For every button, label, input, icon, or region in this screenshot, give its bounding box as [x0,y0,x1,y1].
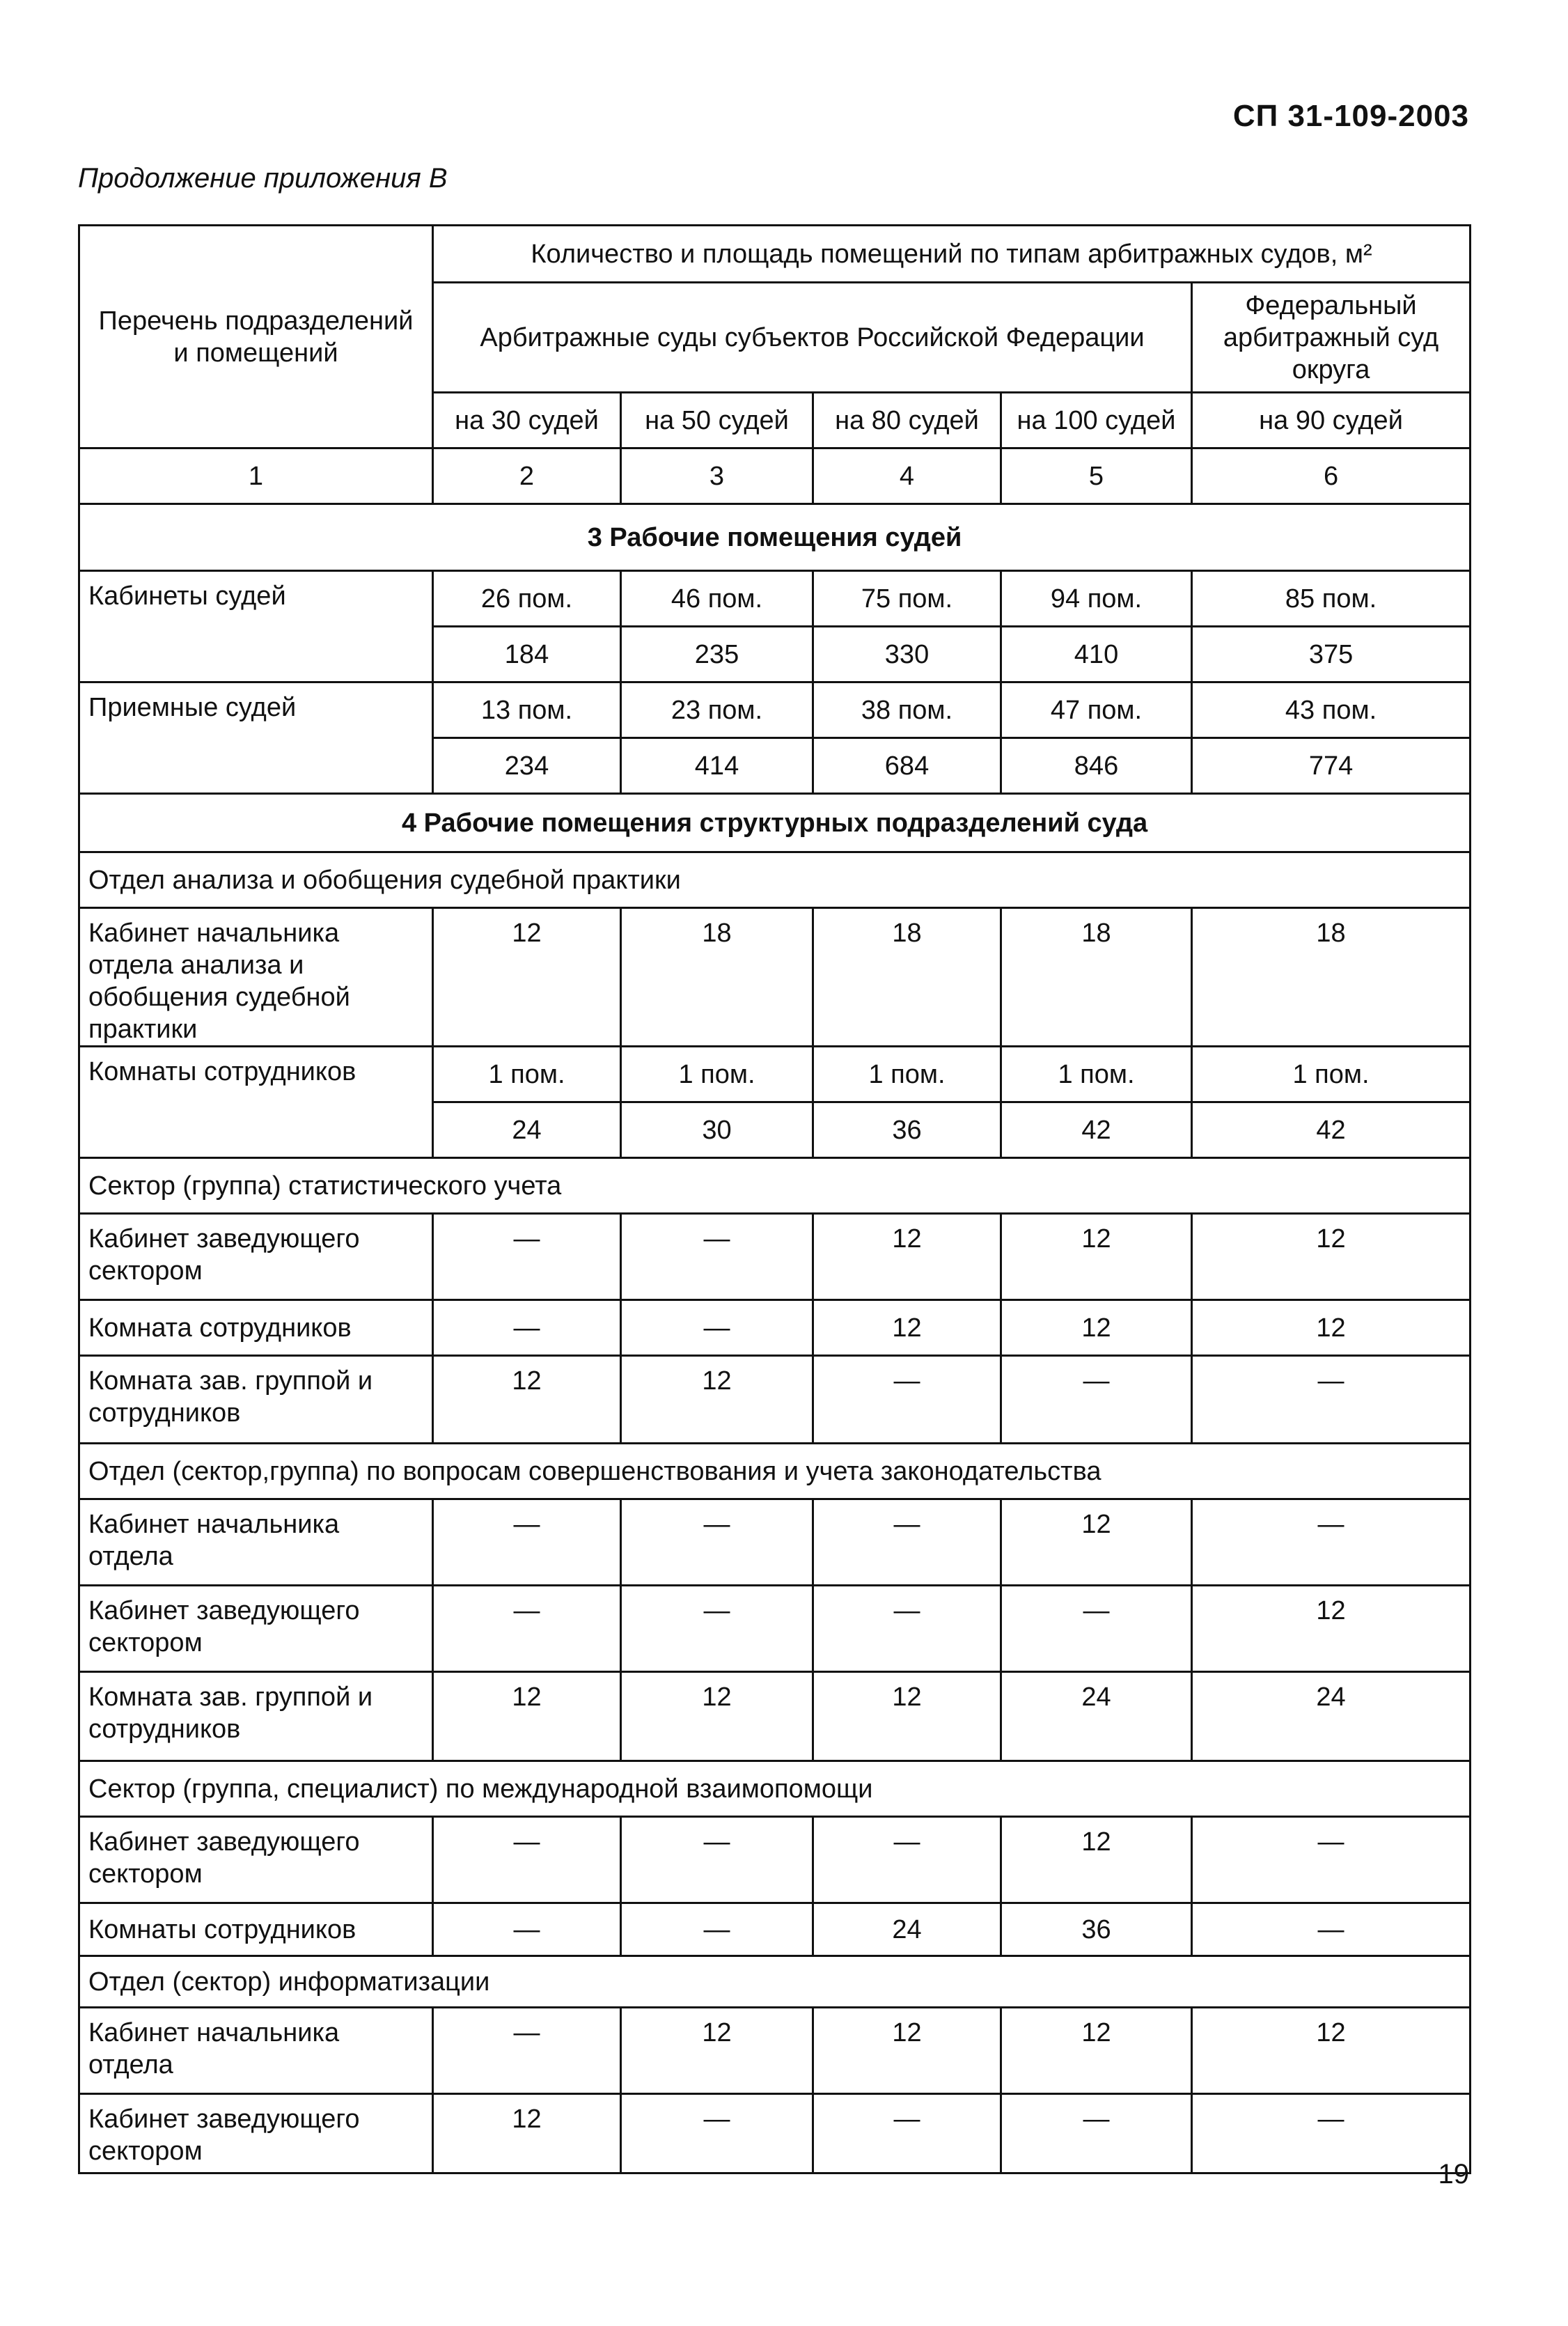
row-name: Кабинет начальника отдела [79,2008,433,2094]
cell: — [621,1903,813,1956]
cell: — [813,1817,1001,1903]
cell: 12 [621,1356,813,1444]
row-name: Комнаты сотрудников [79,1047,433,1158]
column-number: 5 [1001,448,1192,504]
column-header: на 80 судей [813,393,1001,448]
cell: — [621,1817,813,1903]
cell: 1 пом. [813,1047,1001,1102]
cell: 36 [813,1102,1001,1158]
cell: 18 [1192,908,1471,1047]
cell: — [813,1586,1001,1672]
section-title: 4 Рабочие помещения структурных подразделений суда [79,794,1471,852]
group-title: Сектор (группа) статистического учета [79,1158,1471,1214]
page-number: 19 [1438,2159,1469,2190]
cell: 684 [813,738,1001,794]
cell: 12 [621,1672,813,1761]
cell: — [621,1586,813,1672]
cell: — [433,1499,621,1586]
cell: 75 пом. [813,571,1001,627]
cell: 184 [433,627,621,682]
cell: — [1192,2094,1471,2173]
cell: 12 [813,1300,1001,1356]
table-row [79,1300,1471,1356]
cell: 12 [1001,1214,1192,1300]
cell: 12 [433,1672,621,1761]
cell: — [1192,1356,1471,1444]
cell: 46 пом. [621,571,813,627]
cell: 38 пом. [813,682,1001,738]
cell: 12 [1001,1300,1192,1356]
cell: — [433,1214,621,1300]
cell: — [621,1300,813,1356]
row-name: Кабинет начальника отдела [79,1499,433,1586]
cell: — [1192,1903,1471,1956]
row-name: Приемные судей [79,682,433,794]
cell: — [621,1499,813,1586]
cell: 12 [433,908,621,1047]
continuation-caption: Продолжение приложения В [78,163,448,194]
cell: 18 [1001,908,1192,1047]
cell: 414 [621,738,813,794]
table-row [79,2008,1471,2094]
cell: 12 [433,1356,621,1444]
cell: 12 [1192,2008,1471,2094]
cell: — [621,2094,813,2173]
row-name: Кабинет заведующего сектором [79,2094,433,2173]
cell: 12 [1001,2008,1192,2094]
group-title: Отдел (сектор,группа) по вопросам совершенствования и учета законодательства [79,1444,1471,1499]
table-row [79,1586,1471,1672]
column-numbers-row [79,448,1471,504]
table-row [79,2094,1471,2173]
regional-courts-header: Арбитражные суды субъектов Российской Федерации [433,283,1192,393]
cell: 234 [433,738,621,794]
column-number: 3 [621,448,813,504]
cell: 18 [813,908,1001,1047]
cell: 18 [621,908,813,1047]
cell: 42 [1192,1102,1471,1158]
cell: 12 [433,2094,621,2173]
cell: 24 [1192,1672,1471,1761]
row-name: Кабинет заведующего сектором [79,1214,433,1300]
row-name: Комната зав. группой и сотрудников [79,1356,433,1444]
cell: 12 [813,1214,1001,1300]
table-row [79,1499,1471,1586]
federal-court-header: Федеральный арбитражный суд округа [1192,283,1471,393]
cell: — [1001,1356,1192,1444]
cell: 12 [813,2008,1001,2094]
cell: 1 пом. [1001,1047,1192,1102]
table-row [79,682,1471,738]
main-caption: Количество и площадь помещений по типам арбитражных судов, м² [433,226,1471,283]
cell: 23 пом. [621,682,813,738]
cell: 36 [1001,1903,1192,1956]
table-row [79,1903,1471,1956]
cell: — [1001,2094,1192,2173]
cell: — [433,1300,621,1356]
cell: — [621,1214,813,1300]
group-title: Отдел анализа и обобщения судебной практики [79,852,1471,908]
row-name: Кабинет заведующего сектором [79,1586,433,1672]
cell: — [433,2008,621,2094]
column-header: на 90 судей [1192,393,1471,448]
row-name: Комната зав. группой и сотрудников [79,1672,433,1761]
column-number: 4 [813,448,1001,504]
cell: 12 [1192,1300,1471,1356]
row-name: Кабинеты судей [79,571,433,682]
cell: 774 [1192,738,1471,794]
cell: — [1192,1499,1471,1586]
cell: — [813,2094,1001,2173]
column-number: 6 [1192,448,1471,504]
cell: 47 пом. [1001,682,1192,738]
cell: — [433,1586,621,1672]
group-title: Отдел (сектор) информатизации [79,1956,1471,2008]
cell: 94 пом. [1001,571,1192,627]
cell: — [1001,1586,1192,1672]
cell: — [1192,1817,1471,1903]
cell: 24 [1001,1672,1192,1761]
cell: 12 [813,1672,1001,1761]
table-row [79,1356,1471,1444]
column-header: на 100 судей [1001,393,1192,448]
table-row [79,1214,1471,1300]
cell: 12 [1001,1817,1192,1903]
table-row [79,1047,1471,1102]
cell: — [813,1499,1001,1586]
cell: 24 [813,1903,1001,1956]
table-row [79,908,1471,1047]
cell: 330 [813,627,1001,682]
cell: 846 [1001,738,1192,794]
cell: 410 [1001,627,1192,682]
cell: 42 [1001,1102,1192,1158]
column-number: 2 [433,448,621,504]
cell: 235 [621,627,813,682]
list-header: Перечень подразделений и помещений [79,226,433,448]
row-name: Кабинет начальника отдела анализа и обобщения судебной практики [79,908,433,1047]
cell: 26 пом. [433,571,621,627]
column-header: на 50 судей [621,393,813,448]
column-number: 1 [79,448,433,504]
cell: 43 пом. [1192,682,1471,738]
cell: 12 [1192,1586,1471,1672]
cell: 1 пом. [1192,1047,1471,1102]
cell: — [813,1356,1001,1444]
cell: 24 [433,1102,621,1158]
row-name: Кабинет заведующего сектором [79,1817,433,1903]
premises-table [78,224,1471,2174]
cell: 85 пом. [1192,571,1471,627]
row-name: Комнаты сотрудников [79,1903,433,1956]
document-code: СП 31-109-2003 [1232,99,1469,133]
table-row [79,1817,1471,1903]
row-name: Комната сотрудников [79,1300,433,1356]
cell: 1 пом. [433,1047,621,1102]
cell: 12 [621,2008,813,2094]
cell: 375 [1192,627,1471,682]
cell: 30 [621,1102,813,1158]
cell: — [433,1903,621,1956]
column-header: на 30 судей [433,393,621,448]
table-row [79,1672,1471,1761]
cell: 12 [1192,1214,1471,1300]
cell: 1 пом. [621,1047,813,1102]
section-title: 3 Рабочие помещения судей [79,504,1471,571]
cell: 13 пом. [433,682,621,738]
group-title: Сектор (группа, специалист) по международной взаимопомощи [79,1761,1471,1817]
cell: — [433,1817,621,1903]
table-row [79,571,1471,627]
cell: 12 [1001,1499,1192,1586]
